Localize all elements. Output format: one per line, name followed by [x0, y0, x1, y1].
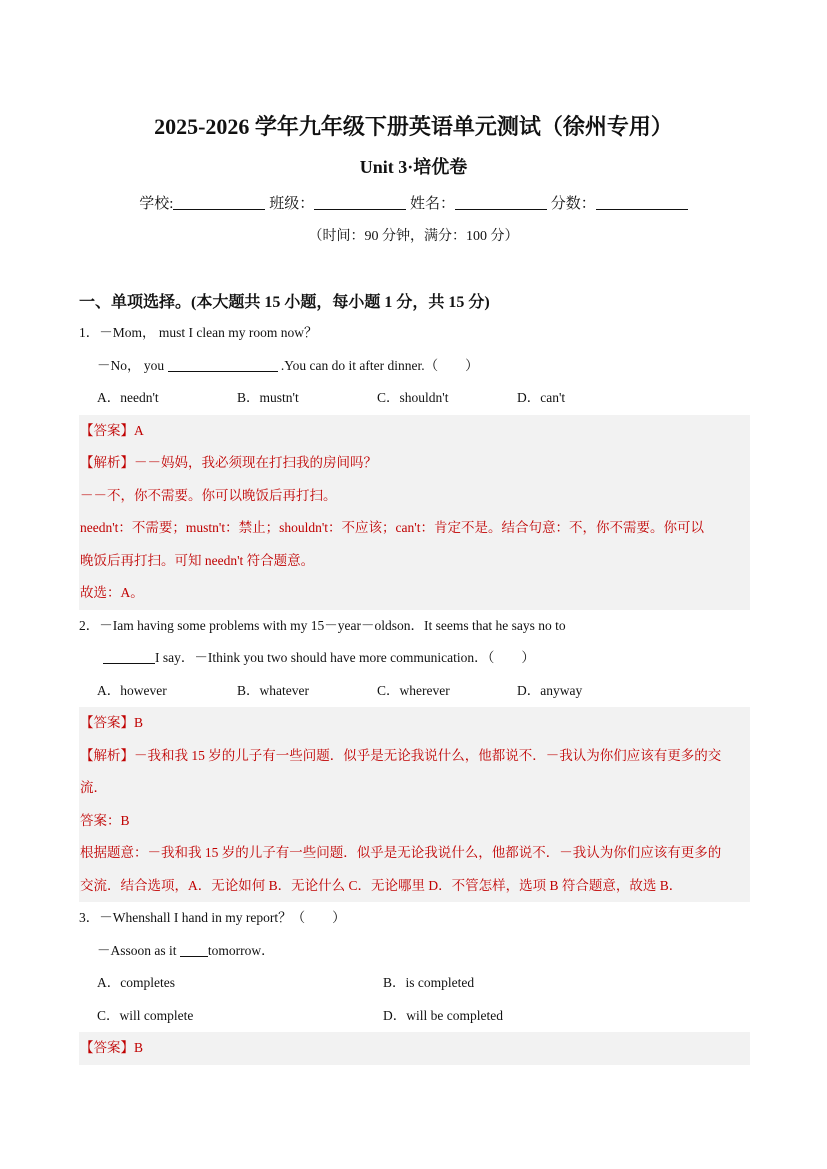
answer: 【答案】A: [80, 422, 144, 438]
answer-blank: [103, 649, 155, 664]
answer-box: [79, 707, 750, 902]
options: [79, 675, 750, 708]
document-title: 2025-2026 学年九年级下册英语单元测试（徐州专用）: [154, 114, 673, 139]
time-info: （时间：90 分钟，满分：100 分）: [308, 229, 519, 244]
option-d: D．will be completed: [383, 1007, 503, 1023]
analysis-line: 流．: [80, 780, 107, 795]
option-c: C．shouldn't: [377, 390, 449, 405]
student-info-line: [0, 192, 827, 213]
question-reply: [79, 350, 750, 383]
school-blank: [173, 195, 265, 210]
analysis-line: 答案：B: [80, 812, 130, 828]
answer-box: [79, 1032, 750, 1065]
question-3: [79, 902, 750, 1065]
question-stem: 3．－Whenshall I hand in my report？（ ）: [79, 910, 346, 925]
option-a: A．needn't: [97, 390, 159, 405]
answer: 【答案】B: [80, 715, 144, 730]
answer-blank: [168, 357, 278, 372]
questions-body: [79, 317, 750, 1065]
class-label: 班级：: [269, 196, 315, 212]
analysis-line: －－不，你不需要。你可以晚饭后再打扫。: [80, 487, 337, 503]
option-b: B．mustn't: [237, 390, 299, 405]
analysis-line: 【解析】－－妈妈，我必须现在打扫我的房间吗？: [80, 455, 377, 470]
options: [79, 382, 750, 415]
section-heading: 一、单项选择。(本大题共 15 小题，每小题 1 分，共 15 分): [79, 294, 490, 311]
option-b: B．whatever: [237, 682, 309, 698]
reply-text: －No， you: [97, 357, 165, 373]
option-d: D．can't: [517, 390, 566, 405]
school-label: 学校:: [139, 196, 174, 212]
analysis-line: 根据题意：－我和我 15 岁的儿子有一些问题．似乎是无论我说什么，他都说不．－我认为你们应该有更多的: [80, 845, 722, 860]
reply-text: I say．－Ithink you two should have more communication．（ ）: [155, 650, 535, 665]
question-1: [79, 317, 750, 610]
question-reply: [79, 935, 750, 968]
analysis-line: needn't：不需要；mustn't：禁止；shouldn't：不应该；can't：肯定不是。结合句意：不，你不需要。你可以: [80, 520, 704, 535]
options: [79, 967, 750, 1000]
document-subtitle: Unit 3·培优卷: [359, 157, 468, 177]
name-label: 姓名：: [409, 196, 455, 212]
question-reply: [79, 642, 750, 675]
score-label: 分数：: [550, 196, 596, 212]
option-b: B．is completed: [383, 975, 475, 990]
analysis-line: 交流．结合选项，A．无论如何 B．无论什么 C．无论哪里 D．不管怎样，选项 B 符合题意，故选 B．: [80, 877, 683, 893]
answer: 【答案】B: [80, 1040, 144, 1055]
option-d: D．anyway: [517, 682, 583, 698]
class-blank: [314, 195, 406, 210]
reply-text: tomorrow．: [207, 942, 275, 958]
answer-box: [79, 415, 750, 610]
option-c: C．wherever: [377, 682, 450, 698]
analysis-line: 晚饭后再打扫。可知 needn't 符合题意。: [80, 552, 315, 568]
option-c: C．will complete: [97, 1007, 194, 1023]
analysis-line: 故选：A。: [80, 585, 144, 600]
score-blank: [596, 195, 688, 210]
analysis-line: 【解析】－我和我 15 岁的儿子有一些问题．似乎是无论我说什么，他都说不．－我认为你们应该有更多的交: [80, 747, 722, 763]
question-stem: 1．－Mom， must I clean my room now？: [79, 325, 318, 340]
reply-text: －Assoon as it: [97, 942, 177, 958]
name-blank: [455, 195, 547, 210]
options: [79, 1000, 750, 1033]
answer-blank: [180, 942, 208, 957]
option-a: A．however: [97, 682, 167, 698]
question-stem: 2．－Iam having some problems with my 15－year－oldson．It seems that he says no to: [79, 617, 566, 633]
option-a: A．completes: [97, 975, 175, 990]
question-2: [79, 610, 750, 903]
reply-text: .You can do it after dinner.（ ）: [280, 357, 479, 373]
